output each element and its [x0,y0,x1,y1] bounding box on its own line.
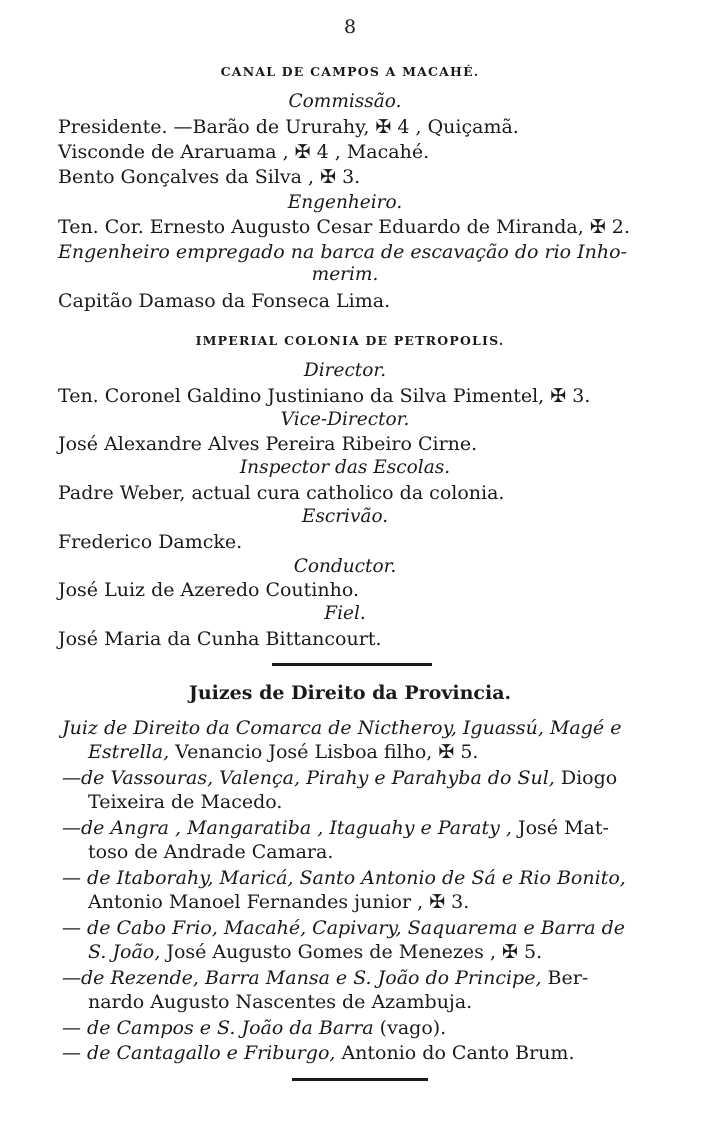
label-fiel: Fiel. [324,603,366,624]
entry-italic: — de Itaborahy, Maricá, Santo Antonio de Sá e Rio Bonito, [62,867,626,889]
page-number: 8 [343,16,357,38]
section-heading-juizes: Juizes de Direito da Provincia. [188,682,512,704]
text-line: merim. [311,264,379,285]
entry-text: Ber- [541,967,589,989]
label-escrivao: Escrivão. [301,506,389,527]
entry-line [62,916,625,940]
label-conductor: Conductor. [293,556,397,577]
entry-italic: —de Rezende, Barra Mansa e S. João do Principe, [62,967,542,989]
subheading-engenheiro: Engenheiro. [287,192,403,213]
divider-rule [272,663,432,666]
label-inspector: Inspector das Escolas. [239,457,451,478]
entry-text: Antonio Manoel Fernandes junior , ✠ 3. [88,891,470,913]
entry-text: (vago). [373,1017,447,1039]
entry-text: nardo Augusto Nascentes de Azambuja. [88,991,473,1013]
section-heading-petropolis: IMPERIAL COLONIA DE PETROPOLIS. [195,333,505,348]
entry-italic: —de Angra , Mangaratiba , Itaguahy e Paraty , [62,817,512,839]
text-line: José Alexandre Alves Pereira Ribeiro Cirne. [58,433,478,455]
entry-line [88,840,333,864]
entry-line [88,740,478,764]
text-line: Capitão Damaso da Fonseca Lima. [58,290,391,312]
text-line: Engenheiro empregado na barca de escavação do rio Inho- [58,241,627,263]
entry-italic: S. João, [88,941,161,963]
text-line: Ten. Cor. Ernesto Augusto Cesar Eduardo de Miranda, ✠ 2. [58,216,630,238]
label-director: Director. [303,360,387,381]
divider-rule [292,1078,428,1081]
entry-text: Teixeira de Macedo. [88,791,283,813]
text-line: Visconde de Araruama , ✠ 4 , Macahé. [58,141,430,163]
subheading-commissao: Commissão. [288,91,402,112]
entry-line [88,890,469,914]
entry-line [88,940,542,964]
entry-text: Antonio do Canto Brum. [335,1042,575,1064]
text-line: Padre Weber, actual cura catholico da colonia. [58,482,505,504]
entry-text: José Augusto Gomes de Menezes , ✠ 5. [160,941,543,963]
entry-italic: Estrella, [88,741,170,763]
entry-line [88,790,282,814]
entry-line [62,1041,574,1065]
entry-line [62,766,617,790]
text-line: José Luiz de Azeredo Coutinho. [58,579,360,601]
entry-text: Venancio José Lisboa filho, ✠ 5. [169,741,479,763]
label-vice-director: Vice-Director. [280,409,410,430]
text-line: Presidente. —Barão de Ururahy, ✠ 4 , Quiçamã. [58,116,519,138]
section-heading-canal: CANAL DE CAMPOS A MACAHÉ. [220,64,480,79]
entry-italic: Juiz de Direito da Comarca de Nictheroy, Iguassú, Magé e [62,717,622,739]
text-line: Frederico Damcke. [58,531,243,553]
entry-line [62,866,626,890]
text-line: José Maria da Cunha Bittancourt. [58,628,382,650]
entry-italic: — de Cantagallo e Friburgo, [62,1042,336,1064]
text-line: Ten. Coronel Galdino Justiniano da Silva Pimentel, ✠ 3. [58,385,591,407]
entry-italic: —de Vassouras, Valença, Pirahy e Parahyba do Sul, [62,767,555,789]
entry-text: José Mat- [511,817,609,839]
entry-line [62,716,621,740]
text-line: Bento Gonçalves da Silva , ✠ 3. [58,166,361,188]
entry-line [62,1016,446,1040]
entry-text: Diogo [554,767,618,789]
entry-italic: — de Campos e S. João da Barra [62,1017,374,1039]
entry-italic: — de Cabo Frio, Macahé, Capivary, Saquarema e Barra de [62,917,625,939]
entry-line [62,816,609,840]
entry-text: toso de Andrade Camara. [88,841,334,863]
entry-line [62,966,588,990]
entry-line [88,990,472,1014]
